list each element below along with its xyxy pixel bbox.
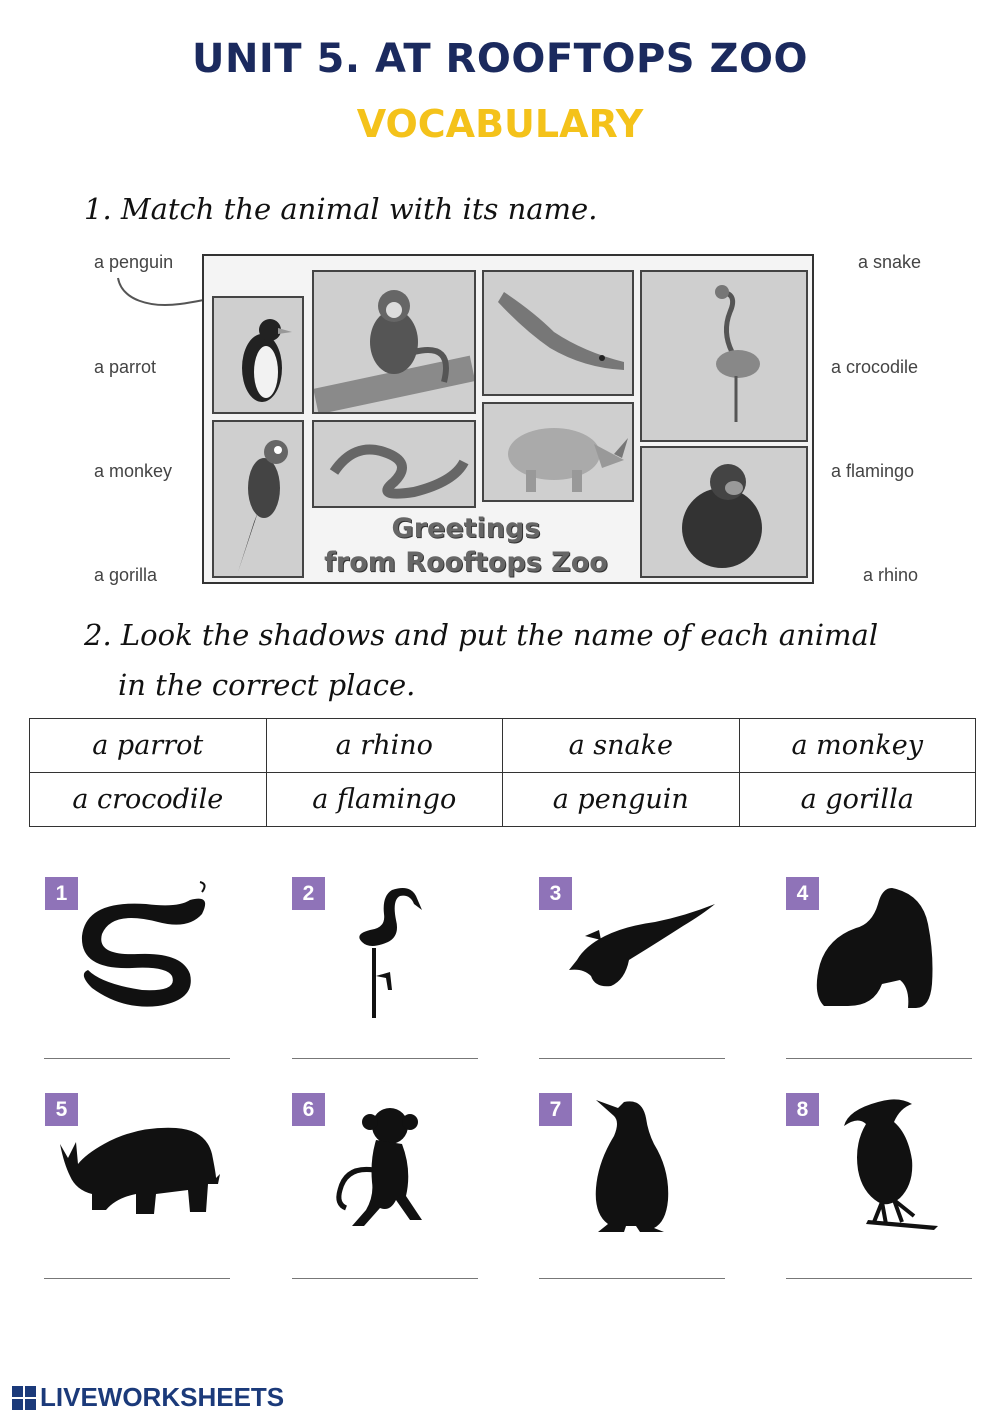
gorilla-silhouette-icon	[812, 884, 952, 1014]
answer-line-1[interactable]	[44, 1058, 230, 1059]
left-label-gorilla[interactable]: a gorilla	[94, 565, 158, 585]
word-gorilla: a gorilla	[739, 773, 976, 827]
exercise1-instruction: 1. Match the animal with its name.	[84, 192, 598, 226]
penguin-silhouette-icon	[584, 1092, 684, 1236]
word-penguin: a penguin	[503, 773, 740, 827]
word-snake: a snake	[503, 719, 740, 773]
shadow-number-2: 2	[292, 877, 325, 910]
rhino-picture	[482, 402, 634, 502]
right-label-flamingo[interactable]: a flamingo	[831, 461, 915, 481]
shadow-number-4: 4	[786, 877, 819, 910]
page-title: UNIT 5. AT ROOFTOPS ZOO	[191, 36, 809, 82]
exercise2-instruction-line1: 2. Look the shadows and put the name of each animal	[84, 618, 879, 652]
parrot-picture	[212, 420, 304, 578]
right-label-snake[interactable]: a snake	[858, 252, 922, 272]
answer-line-4[interactable]	[786, 1058, 972, 1059]
snake-picture	[312, 420, 476, 508]
postcard-greeting-line1: Greetings	[391, 513, 541, 544]
exercise2-instruction-line2: in the correct place.	[118, 668, 416, 702]
answer-line-2[interactable]	[292, 1058, 478, 1059]
shadow-number-7: 7	[539, 1093, 572, 1126]
flamingo-silhouette-icon	[340, 880, 440, 1020]
answer-line-7[interactable]	[539, 1278, 725, 1279]
penguin-picture	[212, 296, 304, 414]
word-monkey: a monkey	[739, 719, 976, 773]
monkey-silhouette-icon	[326, 1100, 436, 1230]
right-label-rhino[interactable]: a rhino	[863, 565, 919, 585]
answer-line-6[interactable]	[292, 1278, 478, 1279]
shadow-number-6: 6	[292, 1093, 325, 1126]
shadow-number-5: 5	[45, 1093, 78, 1126]
right-label-crocodile[interactable]: a crocodile	[831, 357, 919, 377]
postcard-greeting	[316, 512, 616, 580]
word-crocodile: a crocodile	[30, 773, 267, 827]
flamingo-picture	[640, 270, 808, 442]
word-parrot: a parrot	[30, 719, 267, 773]
postcard-greeting-line2: from Rooftops Zoo	[324, 547, 608, 578]
left-label-parrot[interactable]: a parrot	[94, 357, 157, 377]
footer-brand-text: LIVEWORKSHEETS	[40, 1382, 285, 1412]
crocodile-picture	[482, 270, 634, 396]
rhino-silhouette-icon	[56, 1114, 226, 1218]
page-subtitle: VOCABULARY	[356, 102, 644, 146]
liveworksheets-logo-icon	[12, 1386, 36, 1410]
word-flamingo: a flamingo	[266, 773, 503, 827]
zoo-postcard	[202, 254, 814, 584]
snake-silhouette-icon	[62, 880, 222, 1020]
answer-line-8[interactable]	[786, 1278, 972, 1279]
crocodile-silhouette-icon	[565, 896, 725, 1006]
footer-brand[interactable]	[12, 1382, 284, 1413]
left-label-penguin[interactable]: a penguin	[94, 252, 174, 272]
word-rhino: a rhino	[266, 719, 503, 773]
monkey-picture	[312, 270, 476, 414]
left-label-monkey[interactable]: a monkey	[94, 461, 173, 481]
answer-line-3[interactable]	[539, 1058, 725, 1059]
shadow-number-1: 1	[45, 877, 78, 910]
word-bank-row	[30, 773, 976, 827]
parrot-silhouette-icon	[838, 1094, 948, 1234]
word-bank-row	[30, 719, 976, 773]
gorilla-picture	[640, 446, 808, 578]
word-bank	[29, 718, 976, 827]
shadow-number-3: 3	[539, 877, 572, 910]
shadow-number-8: 8	[786, 1093, 819, 1126]
answer-line-5[interactable]	[44, 1278, 230, 1279]
